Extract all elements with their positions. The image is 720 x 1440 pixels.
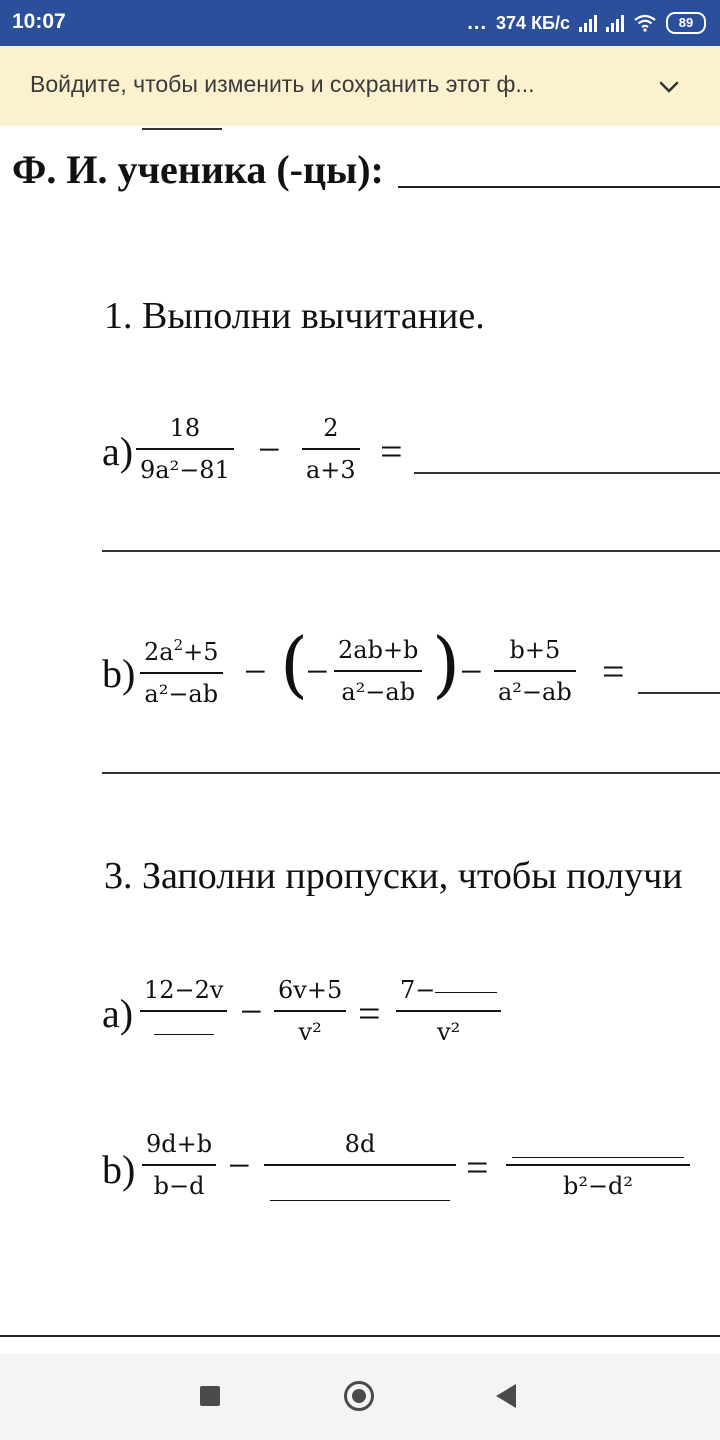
minus-sign: − xyxy=(258,427,281,472)
equals-sign: = xyxy=(358,991,381,1036)
numerator-blank xyxy=(508,1130,688,1164)
denominator-blank xyxy=(150,1012,218,1046)
task1-heading: 1. Выполни вычитание. xyxy=(104,295,485,337)
numerator: $2a^2+5$ xyxy=(144,636,219,666)
signal-icon-2 xyxy=(606,15,624,32)
task1a-fraction-2 xyxy=(302,414,360,484)
triangle-back-icon[interactable] xyxy=(496,1384,516,1408)
numerator: b+5 xyxy=(509,636,561,664)
task3a-fraction-1 xyxy=(140,976,227,1046)
denominator: a²−ab xyxy=(144,680,219,708)
network-speed: 374 КБ/с xyxy=(496,12,570,33)
denominator-blank xyxy=(266,1166,454,1201)
answer-line xyxy=(414,472,720,474)
task3b-fraction-3 xyxy=(506,1130,690,1200)
denominator: v² xyxy=(298,1018,322,1046)
denominator: a²−ab xyxy=(498,678,572,706)
circle-icon[interactable] xyxy=(344,1381,374,1411)
task1b-fraction-2 xyxy=(334,636,422,706)
divider xyxy=(142,128,222,130)
equals-sign: = xyxy=(380,429,403,474)
minus-sign: − xyxy=(244,649,267,694)
numerator: 7− xyxy=(396,976,501,1010)
signal-icon xyxy=(579,15,597,32)
answer-line xyxy=(638,692,720,694)
document-page xyxy=(0,126,720,1354)
student-name-label: Ф. И. ученика (-цы): xyxy=(12,147,384,192)
denominator: 9a²−81 xyxy=(140,456,230,484)
denominator: b²−d² xyxy=(562,1172,634,1200)
notification-dots: ... xyxy=(467,11,488,34)
minus-sign: − xyxy=(306,649,329,694)
task1b-fraction-3 xyxy=(494,636,576,706)
navigation-bar xyxy=(0,1354,720,1440)
numerator: 18 xyxy=(169,414,201,442)
task1b-label: b) xyxy=(102,651,136,696)
numerator: 2 xyxy=(323,414,339,442)
task1a-label: a) xyxy=(102,429,134,474)
close-paren: ) xyxy=(432,622,461,706)
home-dot xyxy=(352,1389,366,1403)
open-paren: ( xyxy=(280,622,309,706)
task1a-fraction-1 xyxy=(136,414,234,484)
denominator: v² xyxy=(437,1018,461,1046)
status-time: 10:07 xyxy=(12,10,66,33)
task3b-fraction-2 xyxy=(264,1130,456,1201)
status-indicators xyxy=(467,10,706,36)
square-icon[interactable] xyxy=(200,1386,220,1406)
task3a-fraction-2 xyxy=(274,976,346,1046)
numerator: 8d xyxy=(344,1130,376,1158)
denominator: b−d xyxy=(153,1172,205,1200)
minus-sign: − xyxy=(228,1143,251,1188)
minus-sign: − xyxy=(240,989,263,1034)
numerator: 6v+5 xyxy=(278,976,343,1004)
banner-text: Войдите, чтобы изменить и сохранить этот ф... xyxy=(30,71,535,97)
task3a-label: a) xyxy=(102,991,134,1036)
status-bar xyxy=(0,0,720,46)
numerator: 12−2v xyxy=(144,976,224,1004)
minus-sign: − xyxy=(460,649,483,694)
denominator: a+3 xyxy=(306,456,356,484)
answer-line xyxy=(102,550,720,552)
task3b-fraction-1 xyxy=(142,1130,216,1200)
battery-icon: 89 xyxy=(666,12,706,34)
task1b-fraction-1 xyxy=(140,636,223,708)
equals-sign: = xyxy=(602,649,625,694)
numerator: 2ab+b xyxy=(338,636,419,664)
sign-in-banner[interactable] xyxy=(0,46,720,127)
wifi-icon xyxy=(633,14,657,32)
answer-line xyxy=(102,772,720,774)
page-bottom-rule xyxy=(0,1335,720,1337)
chevron-down-icon[interactable] xyxy=(654,72,684,102)
equals-sign: = xyxy=(466,1145,489,1190)
denominator: a²−ab xyxy=(341,678,416,706)
student-name-line xyxy=(398,186,720,188)
task3-heading: 3. Заполни пропуски, чтобы получи xyxy=(104,855,683,897)
numerator: 9d+b xyxy=(146,1130,213,1158)
task3b-label: b) xyxy=(102,1147,136,1192)
task3a-fraction-3 xyxy=(396,976,501,1046)
